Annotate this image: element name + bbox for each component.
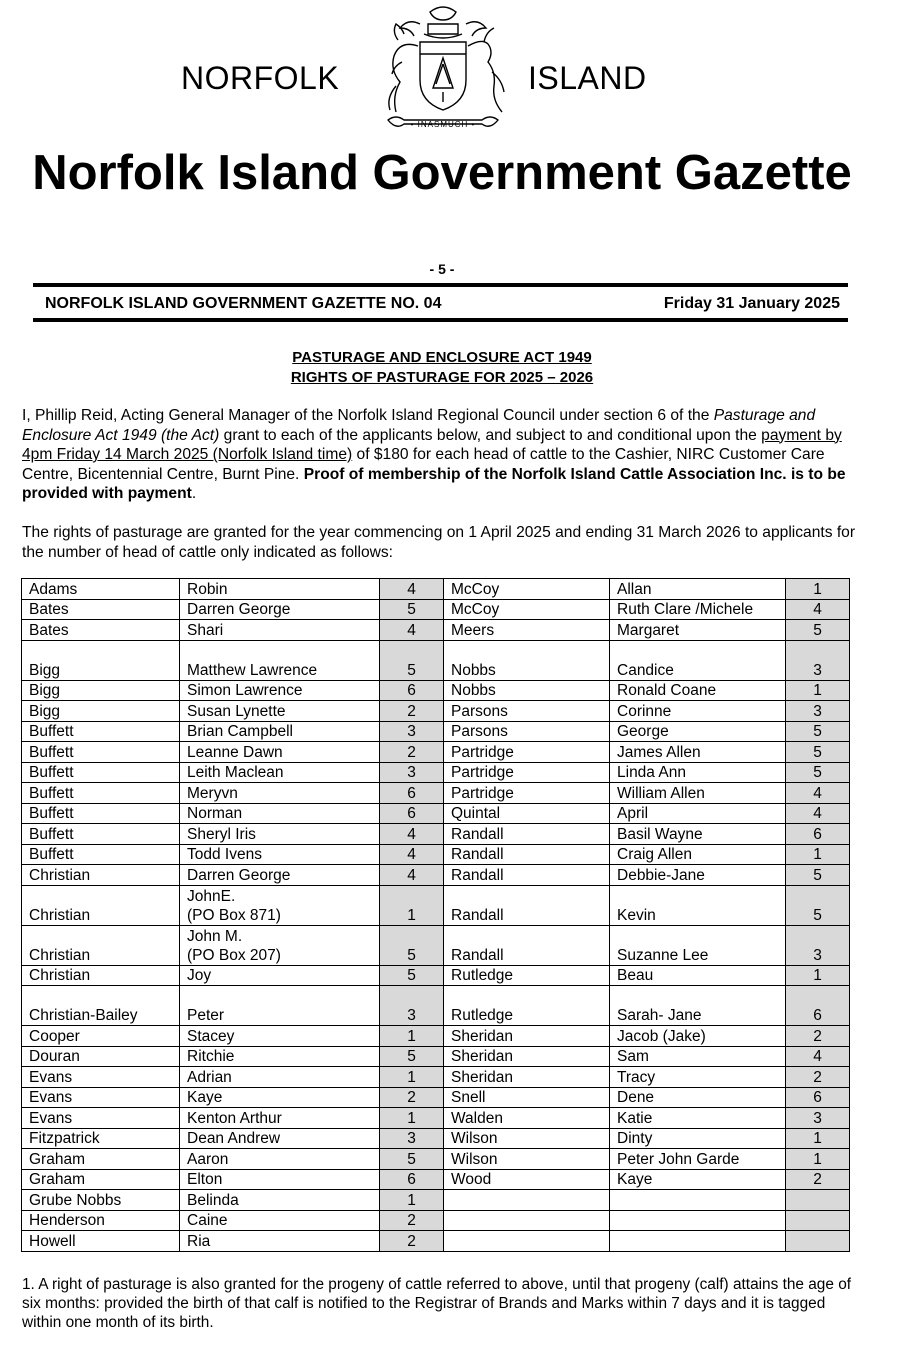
head-count-cell: 5	[786, 620, 850, 641]
grant-period-paragraph: The rights of pasturage are granted for the year commencing on 1 April 2025 and ending 31 March 2026 to applicants for the number of head of cattle only indicated as follows:	[22, 524, 856, 561]
head-count-cell: 4	[786, 1046, 850, 1067]
table-row	[22, 1067, 850, 1088]
surname-cell	[444, 1190, 610, 1211]
surname-cell: Parsons	[444, 701, 610, 722]
table-row	[22, 1190, 850, 1211]
surname-cell: Buffett	[22, 803, 180, 824]
table-row	[22, 701, 850, 722]
head-count-cell	[786, 1210, 850, 1231]
given-names-cell: Darren George	[180, 865, 380, 886]
head-count-cell: 1	[380, 1190, 444, 1211]
given-names-cell: Belinda	[180, 1190, 380, 1211]
given-names-cell: Kaye	[180, 1087, 380, 1108]
given-names-cell: Robin	[180, 579, 380, 600]
head-count-cell: 1	[786, 1128, 850, 1149]
head-count-cell: 5	[380, 965, 444, 986]
given-names-cell	[610, 1231, 786, 1252]
head-count-cell: 1	[380, 1067, 444, 1088]
given-names-cell: Debbie-Jane	[610, 865, 786, 886]
head-count-cell: 3	[786, 1108, 850, 1129]
head-count-cell: 1	[380, 1026, 444, 1047]
given-names-cell: Kenton Arthur	[180, 1108, 380, 1129]
given-names-cell: Matthew Lawrence	[180, 640, 380, 680]
head-count-cell: 1	[380, 1108, 444, 1129]
given-names-cell: Aaron	[180, 1149, 380, 1170]
table-row	[22, 844, 850, 865]
surname-cell: Adams	[22, 579, 180, 600]
table-row	[22, 1108, 850, 1129]
head-count-cell	[786, 1190, 850, 1211]
head-count-cell: 5	[380, 925, 444, 965]
surname-cell: Partridge	[444, 762, 610, 783]
head-count-cell: 1	[786, 844, 850, 865]
given-names-cell: Sarah- Jane	[610, 986, 786, 1026]
head-count-cell: 6	[380, 680, 444, 701]
given-names-cell: Candice	[610, 640, 786, 680]
surname-cell: Wood	[444, 1169, 610, 1190]
head-count-cell: 5	[786, 721, 850, 742]
head-count-cell: 4	[380, 865, 444, 886]
surname-cell: Cooper	[22, 1026, 180, 1047]
head-count-cell: 2	[786, 1169, 850, 1190]
section-heading-act: PASTURAGE AND ENCLOSURE ACT 1949	[292, 349, 592, 366]
given-names-cell: John M. (PO Box 207)	[180, 925, 380, 965]
intro-paragraph: I, Phillip Reid, Acting General Manager of the Norfolk Island Regional Council under section 6 of the Pasturage and Enclosure Act 1949 (the Act) grant to each of the applicants below, and subject to and conditional upon the payment by 4pm Friday 14 March 2025 (Norfolk Island time) of $180 for each head of cattle to the Cashier, NIRC Customer Care Centre, Bicentennial Centre, Burnt Pine. Proof of membership of the Norfolk Island Cattle Association Inc. is to be provided with payment.	[22, 407, 846, 502]
given-names-cell: Tracy	[610, 1067, 786, 1088]
head-count-cell: 4	[380, 844, 444, 865]
head-count-cell: 6	[380, 1169, 444, 1190]
given-names-cell: Ronald Coane	[610, 680, 786, 701]
surname-cell: Partridge	[444, 783, 610, 804]
given-names-cell: JohnE. (PO Box 871)	[180, 885, 380, 925]
surname-cell: Sheridan	[444, 1067, 610, 1088]
table-row	[22, 640, 850, 680]
gazette-date: Friday 31 January 2025	[663, 295, 840, 312]
surname-cell: Bigg	[22, 680, 180, 701]
surname-cell: Evans	[22, 1067, 180, 1088]
surname-cell: Quintal	[444, 803, 610, 824]
given-names-cell: Corinne	[610, 701, 786, 722]
head-count-cell: 5	[380, 1046, 444, 1067]
given-names-cell: Dinty	[610, 1128, 786, 1149]
table-row	[22, 865, 850, 886]
given-names-cell: Darren George	[180, 599, 380, 620]
masthead-left-word: NORFOLK	[181, 60, 340, 96]
given-names-cell: Allan	[610, 579, 786, 600]
surname-cell: Meers	[444, 620, 610, 641]
table-row	[22, 1231, 850, 1252]
surname-cell	[444, 1210, 610, 1231]
table-row	[22, 885, 850, 925]
surname-cell: Christian	[22, 965, 180, 986]
given-names-cell: Margaret	[610, 620, 786, 641]
head-count-cell: 3	[380, 721, 444, 742]
membership-requirement: Proof of membership of the Norfolk Island Cattle Association Inc. is to be provided with payment	[22, 465, 846, 502]
given-names-cell: Jacob (Jake)	[610, 1026, 786, 1047]
head-count-cell: 3	[786, 701, 850, 722]
head-count-cell: 5	[380, 599, 444, 620]
table-row	[22, 965, 850, 986]
given-names-cell: Norman	[180, 803, 380, 824]
table-row	[22, 824, 850, 845]
given-names-cell: Craig Allen	[610, 844, 786, 865]
table-row	[22, 1149, 850, 1170]
given-names-cell: Peter	[180, 986, 380, 1026]
table-row	[22, 762, 850, 783]
surname-cell: Christian-Bailey	[22, 986, 180, 1026]
surname-cell	[444, 1231, 610, 1252]
given-names-cell: Basil Wayne	[610, 824, 786, 845]
table-row	[22, 1026, 850, 1047]
head-count-cell: 5	[786, 885, 850, 925]
surname-cell: Buffett	[22, 844, 180, 865]
given-names-cell: Ria	[180, 1231, 380, 1252]
surname-cell: Christian	[22, 865, 180, 886]
header-rule-top	[33, 283, 848, 287]
surname-cell: Grube Nobbs	[22, 1190, 180, 1211]
given-names-cell: George	[610, 721, 786, 742]
table-row	[22, 1128, 850, 1149]
head-count-cell: 4	[786, 803, 850, 824]
head-count-cell: 2	[380, 1087, 444, 1108]
surname-cell: Walden	[444, 1108, 610, 1129]
surname-cell: Randall	[444, 824, 610, 845]
head-count-cell: 4	[380, 579, 444, 600]
progeny-footnote: 1. A right of pasturage is also granted for the progeny of cattle referred to above, until that progeny (calf) attains the age of six months: provided the birth of that calf is notified to the Registrar of Brands and Marks within 7 days and it is tagged within one month of its birth.	[22, 1276, 852, 1331]
head-count-cell: 6	[786, 1087, 850, 1108]
head-count-cell	[786, 1231, 850, 1252]
table-row	[22, 1046, 850, 1067]
given-names-cell: Dene	[610, 1087, 786, 1108]
given-names-cell: Elton	[180, 1169, 380, 1190]
surname-cell: Snell	[444, 1087, 610, 1108]
surname-cell: Randall	[444, 844, 610, 865]
table-row	[22, 599, 850, 620]
given-names-cell: Sam	[610, 1046, 786, 1067]
table-row	[22, 925, 850, 965]
head-count-cell: 4	[786, 783, 850, 804]
head-count-cell: 1	[786, 1149, 850, 1170]
head-count-cell: 3	[380, 762, 444, 783]
head-count-cell: 2	[786, 1026, 850, 1047]
given-names-cell: Peter John Garde	[610, 1149, 786, 1170]
head-count-cell: 5	[380, 1149, 444, 1170]
given-names-cell: Linda Ann	[610, 762, 786, 783]
surname-cell: Bigg	[22, 640, 180, 680]
head-count-cell: 3	[786, 925, 850, 965]
surname-cell: Buffett	[22, 824, 180, 845]
surname-cell: Buffett	[22, 721, 180, 742]
gazette-number: NORFOLK ISLAND GOVERNMENT GAZETTE NO. 04	[45, 295, 442, 312]
given-names-cell: Stacey	[180, 1026, 380, 1047]
surname-cell: Evans	[22, 1087, 180, 1108]
given-names-cell	[610, 1210, 786, 1231]
surname-cell: Buffett	[22, 742, 180, 763]
table-row	[22, 1169, 850, 1190]
surname-cell: McCoy	[444, 599, 610, 620]
surname-cell: Henderson	[22, 1210, 180, 1231]
surname-cell: Sheridan	[444, 1046, 610, 1067]
surname-cell: Christian	[22, 885, 180, 925]
page-number: - 5 -	[429, 261, 455, 277]
given-names-cell: Leith Maclean	[180, 762, 380, 783]
given-names-cell: Caine	[180, 1210, 380, 1231]
table-row	[22, 986, 850, 1026]
given-names-cell: James Allen	[610, 742, 786, 763]
table-row	[22, 620, 850, 641]
head-count-cell: 5	[380, 640, 444, 680]
surname-cell: Howell	[22, 1231, 180, 1252]
surname-cell: Rutledge	[444, 986, 610, 1026]
surname-cell: Evans	[22, 1108, 180, 1129]
surname-cell: Nobbs	[444, 680, 610, 701]
head-count-cell: 2	[786, 1067, 850, 1088]
head-count-cell: 2	[380, 1231, 444, 1252]
head-count-cell: 1	[786, 965, 850, 986]
given-names-cell: Dean Andrew	[180, 1128, 380, 1149]
table-row	[22, 579, 850, 600]
surname-cell: Douran	[22, 1046, 180, 1067]
surname-cell: Randall	[444, 925, 610, 965]
masthead-right-word: ISLAND	[528, 60, 647, 96]
masthead	[0, 0, 900, 140]
act-title: Pasturage and Enclosure Act 1949 (the Act)	[22, 407, 816, 444]
given-names-cell: Suzanne Lee	[610, 925, 786, 965]
given-names-cell: Brian Campbell	[180, 721, 380, 742]
head-count-cell: 2	[380, 1210, 444, 1231]
surname-cell: Nobbs	[444, 640, 610, 680]
head-count-cell: 5	[786, 865, 850, 886]
table-row	[22, 680, 850, 701]
head-count-cell: 1	[786, 579, 850, 600]
surname-cell: Bigg	[22, 701, 180, 722]
given-names-cell: Susan Lynette	[180, 701, 380, 722]
given-names-cell: Sheryl Iris	[180, 824, 380, 845]
given-names-cell: Adrian	[180, 1067, 380, 1088]
head-count-cell: 1	[380, 885, 444, 925]
surname-cell: Bates	[22, 620, 180, 641]
head-count-cell: 4	[786, 599, 850, 620]
head-count-cell: 6	[380, 783, 444, 804]
head-count-cell: 3	[786, 640, 850, 680]
surname-cell: Sheridan	[444, 1026, 610, 1047]
surname-cell: Buffett	[22, 762, 180, 783]
given-names-cell: William Allen	[610, 783, 786, 804]
surname-cell: Wilson	[444, 1149, 610, 1170]
surname-cell: Wilson	[444, 1128, 610, 1149]
head-count-cell: 4	[380, 620, 444, 641]
head-count-cell: 6	[786, 824, 850, 845]
head-count-cell: 6	[786, 986, 850, 1026]
surname-cell: Christian	[22, 925, 180, 965]
table-row	[22, 803, 850, 824]
table-row	[22, 721, 850, 742]
given-names-cell: Joy	[180, 965, 380, 986]
head-count-cell: 2	[380, 742, 444, 763]
header-rule-bottom	[33, 318, 848, 322]
surname-cell: McCoy	[444, 579, 610, 600]
surname-cell: Graham	[22, 1169, 180, 1190]
surname-cell: Parsons	[444, 721, 610, 742]
gazette-title: Norfolk Island Government Gazette	[32, 146, 852, 200]
svg-text:• INASMUCH •: • INASMUCH •	[410, 120, 476, 129]
pasturage-rights-table	[21, 578, 850, 1252]
surname-cell: Rutledge	[444, 965, 610, 986]
given-names-cell	[610, 1190, 786, 1211]
head-count-cell: 5	[786, 762, 850, 783]
table-row	[22, 742, 850, 763]
head-count-cell: 5	[786, 742, 850, 763]
given-names-cell: Shari	[180, 620, 380, 641]
head-count-cell: 6	[380, 803, 444, 824]
head-count-cell: 4	[380, 824, 444, 845]
table-row	[22, 1087, 850, 1108]
head-count-cell: 1	[786, 680, 850, 701]
surname-cell: Randall	[444, 885, 610, 925]
head-count-cell: 2	[380, 701, 444, 722]
payment-deadline: payment by 4pm Friday 14 March 2025 (Norfolk Island time)	[22, 426, 842, 463]
surname-cell: Fitzpatrick	[22, 1128, 180, 1149]
given-names-cell: Ruth Clare /Michele	[610, 599, 786, 620]
head-count-cell: 3	[380, 986, 444, 1026]
given-names-cell: Kaye	[610, 1169, 786, 1190]
table-row	[22, 783, 850, 804]
given-names-cell: April	[610, 803, 786, 824]
section-heading-rights: RIGHTS OF PASTURAGE FOR 2025 – 2026	[290, 369, 594, 386]
given-names-cell: Leanne Dawn	[180, 742, 380, 763]
surname-cell: Randall	[444, 865, 610, 886]
given-names-cell: Beau	[610, 965, 786, 986]
surname-cell: Buffett	[22, 783, 180, 804]
given-names-cell: Katie	[610, 1108, 786, 1129]
given-names-cell: Ritchie	[180, 1046, 380, 1067]
coat-of-arms-icon	[368, 2, 518, 137]
surname-cell: Partridge	[444, 742, 610, 763]
given-names-cell: Kevin	[610, 885, 786, 925]
surname-cell: Graham	[22, 1149, 180, 1170]
table-row	[22, 1210, 850, 1231]
given-names-cell: Meryvn	[180, 783, 380, 804]
head-count-cell: 3	[380, 1128, 444, 1149]
surname-cell: Bates	[22, 599, 180, 620]
given-names-cell: Simon Lawrence	[180, 680, 380, 701]
given-names-cell: Todd Ivens	[180, 844, 380, 865]
